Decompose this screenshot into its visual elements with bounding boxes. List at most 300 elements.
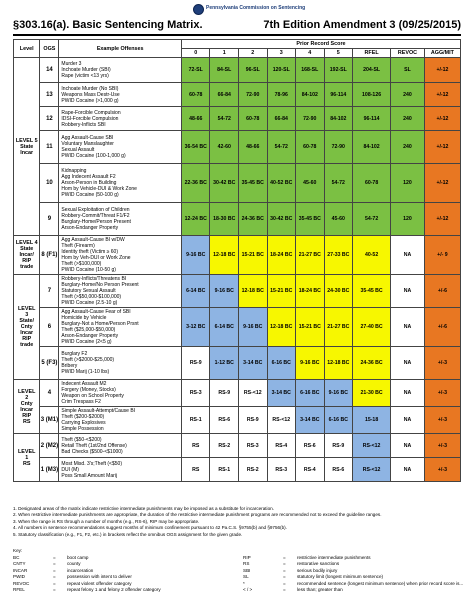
level-text-line: Incar xyxy=(20,149,34,156)
offense-line: PWID Cocaine (>1,000 g) xyxy=(61,97,119,104)
key-equals: = xyxy=(53,555,56,560)
sentence-range-cell: 60-78 xyxy=(239,107,268,131)
sentence-range-cell: 9-16 BC xyxy=(239,308,268,347)
sentence-range-cell: 27-40 BC xyxy=(353,308,391,347)
key-abbreviation: BC xyxy=(13,555,20,560)
sentence-range-cell: 54-72 xyxy=(324,164,353,203)
sentence-range-cell: 1-12 BC xyxy=(210,347,239,380)
level-text-line: RS xyxy=(22,460,31,467)
matrix-row-ogs-7 xyxy=(14,275,461,308)
offense-line: Simple Possession xyxy=(61,426,104,432)
sentence-range-cell: +/-12 xyxy=(424,131,460,164)
example-offenses-cell xyxy=(59,203,182,236)
header-prs-8: AGG/MIT xyxy=(424,49,460,58)
key-description: repeat felony 1 and felony 2 offender category xyxy=(67,586,161,592)
sentence-range-cell: 60-78 xyxy=(181,83,210,107)
offense-line: Agg Assault-Cause BI w/DW xyxy=(61,237,125,243)
sentence-range-cell: RS-9 xyxy=(210,380,239,407)
footnote-2: 2. When restrictive intermediate punishments are appropriate, the duration of the restrictive intermediate punishment programs are recommended not to exceed the guideline ranges. xyxy=(13,512,382,518)
level-text-line: 2 xyxy=(25,394,29,401)
level-text-line: RIP xyxy=(22,258,32,264)
title-divider xyxy=(13,34,461,36)
level-text-line: LEVEL xyxy=(18,448,36,455)
ogs-value: 14 xyxy=(40,58,59,83)
key-abbreviation: INCAR xyxy=(13,567,28,573)
sentence-range-cell: 168-SL xyxy=(296,58,325,83)
offense-line: Forgery (Money, Stocks) xyxy=(61,387,116,393)
level-text-line: RIP xyxy=(22,336,32,342)
sentence-range-cell: 240 xyxy=(391,107,425,131)
sentence-range-cell: 72-90 xyxy=(239,83,268,107)
sentence-range-cell: NA xyxy=(391,434,425,458)
matrix-row-ogs-1 xyxy=(14,83,461,107)
sentence-range-cell: 15-21 BC xyxy=(296,308,325,347)
example-offenses-cell xyxy=(59,434,182,458)
sentence-range-cell: 48-66 xyxy=(239,131,268,164)
sentence-range-cell: 9-16 BC xyxy=(181,236,210,275)
level-text-line: State xyxy=(20,246,34,252)
key-description: repeat violent offender category xyxy=(67,580,132,586)
sentence-range-cell: 3-14 BC xyxy=(296,407,325,434)
commission-seal-icon xyxy=(193,4,204,15)
sentence-range-cell: 15-18 xyxy=(353,407,391,434)
sentence-range-cell: 18-24 BC xyxy=(296,275,325,308)
sentence-range-cell: 48-66 xyxy=(181,107,210,131)
sentence-range-cell: SL xyxy=(391,58,425,83)
sentence-range-cell: +/-12 xyxy=(424,203,460,236)
edition-label: 7th Edition Amendment 3 (09/25/2015) xyxy=(263,19,461,31)
key-equals: = xyxy=(53,586,56,592)
sentence-range-cell: 3-14 BC xyxy=(267,380,296,407)
footnote-1: 1. Designated areas of the matrix indicate restrictive intermediate punishments may be imposed as a substitute for incarceration. xyxy=(13,506,274,511)
sentence-range-cell: 35-45 BC xyxy=(296,203,325,236)
sentence-range-cell: 72-90 xyxy=(296,107,325,131)
header-logo-row xyxy=(0,4,474,16)
ogs-value: 13 xyxy=(40,83,59,107)
sentence-range-cell: RS-9 xyxy=(239,407,268,434)
example-offenses-cell xyxy=(59,275,182,308)
offense-line: Simple Assault-Attempt/Cause BI xyxy=(61,408,136,414)
sentence-range-cell: 6-14 BC xyxy=(210,308,239,347)
key-abbreviation: SL xyxy=(243,574,249,580)
sentence-range-cell: RS-<12 xyxy=(353,458,391,482)
ogs-value: 12 xyxy=(40,107,59,131)
offense-line: PWID Cocaine (2.5-10 g) xyxy=(61,300,118,306)
ogs-value: 2 (M2) xyxy=(40,434,59,458)
sentence-range-cell: 192-SL xyxy=(324,58,353,83)
offense-line: Indecent Assault M2 xyxy=(61,381,107,387)
footnote-3: 3. When the range is RS through a number of months (e.g., RS-6), RIP may be appropriate. xyxy=(13,518,200,524)
sentence-range-cell: 120 xyxy=(391,164,425,203)
offense-line: Poss Small Amount Marij xyxy=(61,472,117,479)
sentence-range-cell: RS xyxy=(181,434,210,458)
key-abbreviation: CNTY xyxy=(13,561,26,567)
sentence-range-cell: +/-3 xyxy=(424,434,460,458)
ogs-value: 8 (F1) xyxy=(40,236,59,275)
sentence-range-cell: RS-1 xyxy=(181,407,210,434)
key-abbreviation: < / > xyxy=(243,586,253,592)
sentence-range-cell: +/-12 xyxy=(424,164,460,203)
offense-line: Agg Assault-Cause Fear of SBI xyxy=(61,309,131,315)
offense-line: Retail Theft (1st/2nd Offense) xyxy=(61,442,127,449)
offense-line: Theft ($25,000-$50,000) xyxy=(61,327,116,333)
sentence-range-cell: 66-84 xyxy=(210,83,239,107)
sentence-range-cell: RS-<12 xyxy=(239,380,268,407)
offense-line: Bad Checks ($500-<$1000) xyxy=(61,448,123,455)
offense-line: Arson-Endanger Property xyxy=(61,225,119,231)
key-equals: = xyxy=(283,561,286,567)
header-example-offenses: Example Offenses xyxy=(59,40,182,58)
level-text-line: RIP xyxy=(22,412,32,419)
commission-name: Pennsylvania Commission on Sentencing xyxy=(206,5,306,11)
sentence-range-cell: NA xyxy=(391,347,425,380)
ogs-value: 1 (M3) xyxy=(40,458,59,482)
level-text-line: LEVEL xyxy=(18,388,36,395)
ogs-value: 4 xyxy=(40,380,59,407)
offense-line: IDSI-Forcible Compulsion xyxy=(61,115,119,122)
key-equals: = xyxy=(283,574,286,580)
level-label-l4 xyxy=(14,236,40,275)
sentence-range-cell: +/-6 xyxy=(424,275,460,308)
sentence-range-cell: 30-42 BC xyxy=(210,164,239,203)
sentence-range-cell: 45-60 xyxy=(324,203,353,236)
offense-line: Inchoate Murder (SBI) xyxy=(61,67,111,73)
sentence-range-cell: 204-SL xyxy=(353,58,391,83)
offense-line: Burglary-Home/Person Present xyxy=(61,219,131,225)
example-offenses-cell xyxy=(59,58,182,83)
level-text-line: trade xyxy=(20,264,34,270)
sentence-range-cell: 54-72 xyxy=(210,107,239,131)
sentence-range-cell: 21-30 BC xyxy=(353,380,391,407)
header-prs-2: 2 xyxy=(239,49,268,58)
sentence-range-cell: 12-24 BC xyxy=(181,203,210,236)
sentence-range-cell: 9-16 BC xyxy=(210,275,239,308)
offense-line: Inchoate Murder (No SBI) xyxy=(61,85,119,92)
level-text-line: Incar xyxy=(20,406,34,413)
example-offenses-cell xyxy=(59,236,182,275)
sentence-range-cell: 27-33 BC xyxy=(324,236,353,275)
sentence-range-cell: 120 xyxy=(391,203,425,236)
sentence-range-cell: 66-84 xyxy=(267,107,296,131)
sentence-range-cell: RS-3 xyxy=(267,458,296,482)
ogs-value: 3 (M1) xyxy=(40,407,59,434)
key-abbreviation: RFEL xyxy=(13,586,25,592)
ogs-value: 10 xyxy=(40,164,59,203)
offense-line: Weapons Mass Destr-Use xyxy=(61,91,120,98)
offense-line: Sexual Assault xyxy=(61,147,95,153)
sentence-range-cell: 96-SL xyxy=(239,58,268,83)
example-offenses-cell xyxy=(59,308,182,347)
sentence-range-cell: RS-3 xyxy=(239,434,268,458)
sentence-range-cell: NA xyxy=(391,458,425,482)
offense-line: Arson-Endanger Property xyxy=(61,333,119,339)
sentence-range-cell: 84-SL xyxy=(210,58,239,83)
key-abbreviation: RS xyxy=(243,561,250,567)
example-offenses-cell xyxy=(59,347,182,380)
key-entry xyxy=(243,587,461,593)
sentence-range-cell: 108-126 xyxy=(353,83,391,107)
matrix-row-ogs-10 xyxy=(14,380,461,407)
ogs-value: 11 xyxy=(40,131,59,164)
header-prior-record-score: Prior Record Score xyxy=(181,40,460,49)
sentence-range-cell: 60-78 xyxy=(353,164,391,203)
matrix-row-ogs-13 xyxy=(14,458,461,482)
offense-line: Theft ($50-<$200) xyxy=(61,436,102,443)
sentence-range-cell: 40-52 xyxy=(353,236,391,275)
key-abbreviation: REVOC xyxy=(13,580,30,586)
sentence-range-cell: 6-16 BC xyxy=(324,407,353,434)
level-text-line: RS xyxy=(22,418,31,425)
matrix-row-ogs-5 xyxy=(14,203,461,236)
sentence-range-cell: 6-16 BC xyxy=(267,347,296,380)
sentence-range-cell: RS-6 xyxy=(296,434,325,458)
sentence-range-cell: RS-9 xyxy=(324,434,353,458)
sentence-range-cell: 120-SL xyxy=(267,58,296,83)
sentence-range-cell: 84-102 xyxy=(296,83,325,107)
offense-line: Crim Trespass F2 xyxy=(61,399,101,405)
level-text-line: Cnty xyxy=(20,400,33,407)
key-equals: = xyxy=(283,555,286,560)
offense-line: Theft (>$2000-$25,000) xyxy=(61,357,115,363)
header-prs-4: 4 xyxy=(296,49,325,58)
sentence-range-cell: 21-27 BC xyxy=(324,308,353,347)
sentence-range-cell: 12-18 BC xyxy=(324,347,353,380)
sentence-range-cell: +/-12 xyxy=(424,83,460,107)
sentence-range-cell: +/- 9 xyxy=(424,236,460,275)
matrix-row-ogs-11 xyxy=(14,407,461,434)
offense-line: Burglary-Not a Home/Person Prsnt xyxy=(61,321,139,327)
matrix-row-ogs-12 xyxy=(14,434,461,458)
level-text-line: State xyxy=(20,143,34,150)
sentence-range-cell: RS-3 xyxy=(181,380,210,407)
sentence-range-cell: RS xyxy=(181,458,210,482)
matrix-row-ogs-4 xyxy=(14,164,461,203)
sentence-range-cell: 22-36 BC xyxy=(181,164,210,203)
sentence-range-cell: 18-24 BC xyxy=(267,236,296,275)
sentence-range-cell: RS-1 xyxy=(210,458,239,482)
sentence-range-cell: 21-27 BC xyxy=(296,236,325,275)
sentence-range-cell: 84-102 xyxy=(353,131,391,164)
level-text-line: LEVEL xyxy=(18,306,36,312)
sentence-range-cell: 12-18 BC xyxy=(239,275,268,308)
offense-line: Burglary F2 xyxy=(61,351,88,357)
ogs-value: 5 (F3) xyxy=(40,347,59,380)
sentence-range-cell: 72-90 xyxy=(324,131,353,164)
offense-line: Bribery xyxy=(61,363,78,369)
offense-line: PWID Marij (1-10 lbs) xyxy=(61,369,110,375)
key-entry xyxy=(13,587,233,593)
sentence-range-cell: RS-<12 xyxy=(353,434,391,458)
sentence-range-cell: +/-3 xyxy=(424,347,460,380)
matrix-row-ogs-0 xyxy=(14,58,461,83)
sentence-range-cell: NA xyxy=(391,236,425,275)
ogs-value: 6 xyxy=(40,308,59,347)
sentence-range-cell: 240 xyxy=(391,131,425,164)
matrix-row-ogs-8 xyxy=(14,308,461,347)
level-text-line: LEVEL 4 xyxy=(15,240,38,246)
offense-line: Agg Assault-Cause SBI xyxy=(61,135,114,141)
offense-line: Theft (Firearm) xyxy=(61,243,95,249)
sentence-range-cell: RS-6 xyxy=(324,458,353,482)
level-text-line: 3 xyxy=(25,312,29,318)
matrix-row-ogs-2 xyxy=(14,107,461,131)
sentence-range-cell: 36-54 BC xyxy=(181,131,210,164)
key-equals: = xyxy=(53,561,56,567)
sentence-range-cell: 60-78 xyxy=(296,131,325,164)
matrix-row-ogs-6 xyxy=(14,236,461,275)
offense-line: Most Misd. 3's;Theft (<$50) xyxy=(61,460,122,467)
offense-line: Robbery-Inflicts SBI xyxy=(61,121,106,128)
sentence-range-cell: NA xyxy=(391,407,425,434)
level-label-l2 xyxy=(14,380,40,434)
sentence-range-cell: 78-96 xyxy=(267,83,296,107)
key-abbreviation: RIP xyxy=(243,555,251,560)
sentence-range-cell: 6-14 BC xyxy=(181,275,210,308)
level-label-l1 xyxy=(14,434,40,482)
sentence-range-cell: 3-12 BC xyxy=(181,308,210,347)
key-equals: = xyxy=(283,567,286,573)
sentence-range-cell: 96-114 xyxy=(324,83,353,107)
footnote-5: 5. Statutory classification (e.g., F1, F2, etc.) in brackets reflect the omnibus OGS assignment for the given grade. xyxy=(13,531,243,537)
header-prs-1: 1 xyxy=(210,49,239,58)
sentence-range-cell: RS-2 xyxy=(239,458,268,482)
level-text-line: Cnty xyxy=(20,324,33,330)
sentence-range-cell: RS-6 xyxy=(210,407,239,434)
ogs-value: 9 xyxy=(40,203,59,236)
example-offenses-cell xyxy=(59,107,182,131)
sentence-range-cell: 42-60 xyxy=(210,131,239,164)
offense-line: DUI (M) xyxy=(61,466,79,473)
offense-line: Theft (>$50,000-$100,000) xyxy=(61,294,122,300)
key-abbreviation: SBI xyxy=(243,567,251,573)
offense-line: PWID Cocaine (2<5 g) xyxy=(61,339,112,345)
example-offenses-cell xyxy=(59,131,182,164)
offense-line: Burglary-Home/No Person Present xyxy=(61,282,139,288)
sentence-range-cell: 6-16 BC xyxy=(296,380,325,407)
example-offenses-cell xyxy=(59,164,182,203)
offense-line: Homicide by Vehicle xyxy=(61,315,107,321)
offense-line: Statutory Sexual Assault xyxy=(61,288,116,294)
offense-line: Kidnapping xyxy=(61,168,87,174)
sentence-range-cell: RS-4 xyxy=(296,458,325,482)
level-text-line: LEVEL 5 xyxy=(15,137,38,144)
sentence-range-cell: 45-60 xyxy=(296,164,325,203)
sentence-range-cell: RS-<12 xyxy=(267,407,296,434)
offense-line: Hom by Vehicle-DUI & Work Zone xyxy=(61,186,137,192)
offense-line: Robbery-Inflicts/Threatens BI xyxy=(61,276,127,282)
sentence-range-cell: 12-18 BC xyxy=(267,308,296,347)
offense-line: Arson-Person in Building xyxy=(61,180,117,186)
key-description: incarceration xyxy=(67,567,94,573)
header-prs-6: RFEL xyxy=(353,49,391,58)
sentence-range-cell: NA xyxy=(391,275,425,308)
ogs-value: 7 xyxy=(40,275,59,308)
sentence-range-cell: NA xyxy=(391,308,425,347)
example-offenses-cell xyxy=(59,458,182,482)
level-label-l5 xyxy=(14,58,40,236)
example-offenses-cell xyxy=(59,380,182,407)
offense-line: Agg Indecent Assault F2 xyxy=(61,174,116,180)
sentence-range-cell: 35-45 BC xyxy=(239,164,268,203)
sentence-range-cell: NA xyxy=(391,380,425,407)
key-description: county xyxy=(67,561,81,567)
level-text-line: State/ xyxy=(19,318,35,324)
key-description: less than; greater than xyxy=(297,586,343,592)
sentence-range-cell: RS-2 xyxy=(210,434,239,458)
key-description: restrictive intermediate punishments xyxy=(297,555,371,560)
offense-line: Hom by Veh-DUI or Work Zone xyxy=(61,255,131,261)
level-text-line: 1 xyxy=(25,454,29,461)
sentence-range-cell: 15-21 BC xyxy=(267,275,296,308)
offense-line: Identity theft (Victim ≥ 60) xyxy=(61,249,118,255)
key-equals: = xyxy=(283,580,286,586)
offense-line: Robbery-Commit/Threat F1/F2 xyxy=(61,213,130,219)
offense-line: Theft ($200-$2000) xyxy=(61,414,105,420)
offense-line: Murder 3 xyxy=(61,61,82,67)
sentence-range-cell: +/-6 xyxy=(424,308,460,347)
sentence-range-cell: RS-4 xyxy=(267,434,296,458)
key-description: boot camp xyxy=(67,555,89,560)
sentence-range-cell: +/-3 xyxy=(424,380,460,407)
key-description: statutory limit (longest minimum sentence) xyxy=(297,574,384,580)
sentence-range-cell: 84-102 xyxy=(324,107,353,131)
header-prs-0: 0 xyxy=(181,49,210,58)
sentence-range-cell: 24-30 BC xyxy=(324,275,353,308)
header-prs-7: REVOC xyxy=(391,49,425,58)
key-abbreviation: PWID xyxy=(13,574,25,580)
header-prs-3: 3 xyxy=(267,49,296,58)
sentence-range-cell: 24-36 BC xyxy=(353,347,391,380)
matrix-row-ogs-3 xyxy=(14,131,461,164)
offense-line: Theft (>$100,000) xyxy=(61,261,102,267)
key-title: Key: xyxy=(13,548,23,553)
header-level: Level xyxy=(14,40,40,58)
level-text-line: trade xyxy=(20,342,34,348)
sentence-range-cell: 30-42 BC xyxy=(267,203,296,236)
offense-line: PWID Cocaine (10-50 g) xyxy=(61,267,116,273)
offense-line: Rape (victim <13 yrs) xyxy=(61,73,109,79)
sentence-range-cell: 24-36 BC xyxy=(239,203,268,236)
offense-line: PWID Cocaine (50-100 g) xyxy=(61,192,119,198)
sentence-range-cell: 15-21 BC xyxy=(239,236,268,275)
key-equals: = xyxy=(53,580,56,586)
page-title: §303.16(a). Basic Sentencing Matrix. xyxy=(13,19,203,31)
offense-line: Weapon on School Property xyxy=(61,393,124,399)
sentence-range-cell: 54-72 xyxy=(267,131,296,164)
offense-line: Carrying Explosives xyxy=(61,420,106,426)
sentence-range-cell: RS-9 xyxy=(181,347,210,380)
key-description: recommended sentence (longest minimum sentence) when prior record score is... xyxy=(297,580,464,586)
offense-line: Rape-Forcible Compulsion xyxy=(61,109,121,116)
key-abbreviation: * xyxy=(243,580,245,586)
footnote-4: 4. All numbers in sentence recommendations suggest months of minimum confinement pursuant to 42 Pa.C.S. §9755(b) and §9756(b). xyxy=(13,525,287,531)
sentence-range-cell: 54-72 xyxy=(353,203,391,236)
offense-line: Voluntary Manslaughter xyxy=(61,141,114,147)
sentencing-matrix-table xyxy=(13,39,461,482)
sentence-range-cell: +/-3 xyxy=(424,407,460,434)
level-text-line: Incar xyxy=(20,330,34,336)
sentence-range-cell: 18-30 BC xyxy=(210,203,239,236)
example-offenses-cell xyxy=(59,407,182,434)
key-description: possession with intent to deliver xyxy=(67,574,132,580)
key-description: restorative sanctions xyxy=(297,561,340,567)
sentence-range-cell: 3-14 BC xyxy=(239,347,268,380)
key-equals: = xyxy=(53,567,56,573)
sentence-range-cell: 72-SL xyxy=(181,58,210,83)
matrix-row-ogs-9 xyxy=(14,347,461,380)
example-offenses-cell xyxy=(59,83,182,107)
offense-line: PWID Cocaine (100-1,000 g) xyxy=(61,153,126,159)
